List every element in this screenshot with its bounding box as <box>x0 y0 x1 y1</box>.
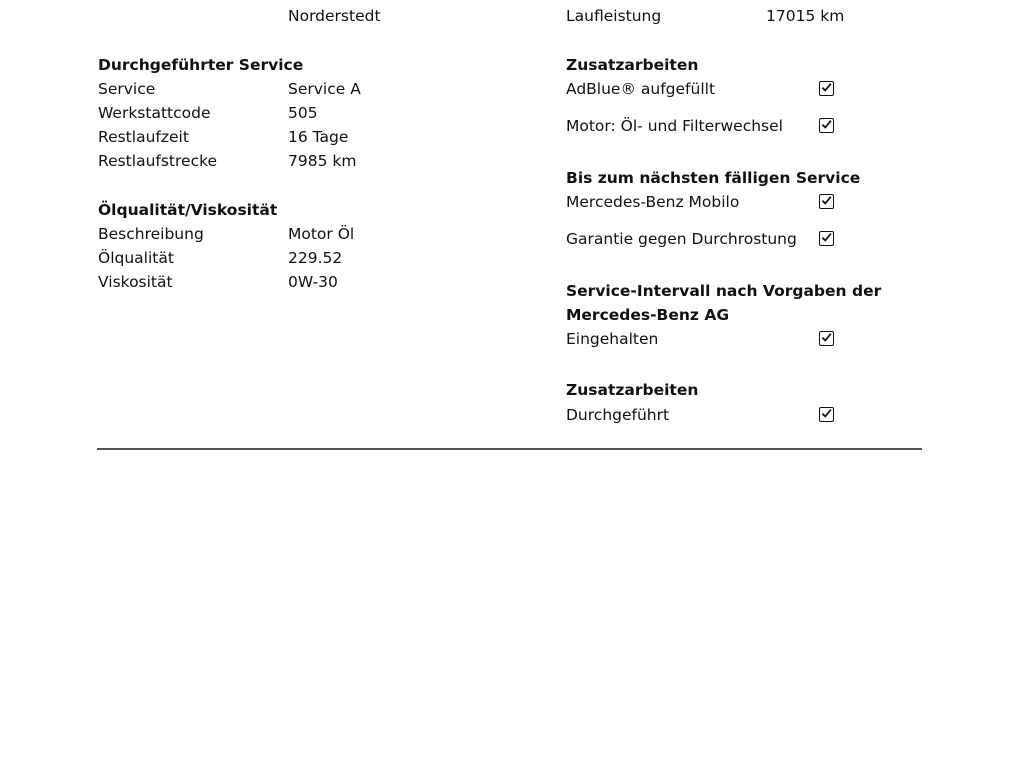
viscosity-label: Viskosität <box>98 273 173 291</box>
interval-kept-label: Eingehalten <box>566 330 659 348</box>
oil-description-label: Beschreibung <box>98 225 204 243</box>
interval-heading-line2: Mercedes-Benz AG <box>566 306 730 324</box>
performed-label: Durchgeführt <box>566 406 670 424</box>
oil-quality-value: 229.52 <box>288 249 343 267</box>
oil-filter-change-checkbox[interactable] <box>819 118 834 133</box>
mileage-label: Laufleistung <box>566 7 662 25</box>
oil-filter-change-label: Motor: Öl- und Filterwechsel <box>566 117 783 135</box>
workshop-code-label: Werkstattcode <box>98 104 211 122</box>
next-service-heading: Bis zum nächsten fälligen Service <box>566 169 861 187</box>
rust-warranty-label: Garantie gegen Durchrostung <box>566 230 797 248</box>
checkmark-icon <box>821 332 832 343</box>
remaining-distance-value: 7985 km <box>288 152 357 170</box>
interval-kept-checkbox[interactable] <box>819 331 834 346</box>
additional-work-heading: Zusatzarbeiten <box>566 56 699 74</box>
location-city: Norderstedt <box>288 7 381 25</box>
performed-checkbox[interactable] <box>819 407 834 422</box>
viscosity-value: 0W-30 <box>288 273 338 291</box>
additional-work-2-heading: Zusatzarbeiten <box>566 381 699 399</box>
oil-description-value: Motor Öl <box>288 225 355 243</box>
oil-heading: Ölqualität/Viskosität <box>98 201 278 219</box>
service-heading: Durchgeführter Service <box>98 56 304 74</box>
remaining-time-value: 16 Tage <box>288 128 349 146</box>
service-label: Service <box>98 80 156 98</box>
section-divider <box>97 448 922 450</box>
rust-warranty-checkbox[interactable] <box>819 231 834 246</box>
checkmark-icon <box>821 408 832 419</box>
oil-quality-label: Ölqualität <box>98 249 174 267</box>
mileage-value: 17015 km <box>766 7 845 25</box>
interval-heading-line1: Service-Intervall nach Vorgaben der <box>566 282 882 300</box>
mobilo-checkbox[interactable] <box>819 194 834 209</box>
service-value: Service A <box>288 80 361 98</box>
checkmark-icon <box>821 82 832 93</box>
checkmark-icon <box>821 232 832 243</box>
checkmark-icon <box>821 195 832 206</box>
mobilo-label: Mercedes-Benz Mobilo <box>566 193 740 211</box>
adblue-checkbox[interactable] <box>819 81 834 96</box>
remaining-time-label: Restlaufzeit <box>98 128 189 146</box>
workshop-code-value: 505 <box>288 104 318 122</box>
checkmark-icon <box>821 119 832 130</box>
adblue-label: AdBlue® aufgefüllt <box>566 80 716 98</box>
remaining-distance-label: Restlaufstrecke <box>98 152 218 170</box>
